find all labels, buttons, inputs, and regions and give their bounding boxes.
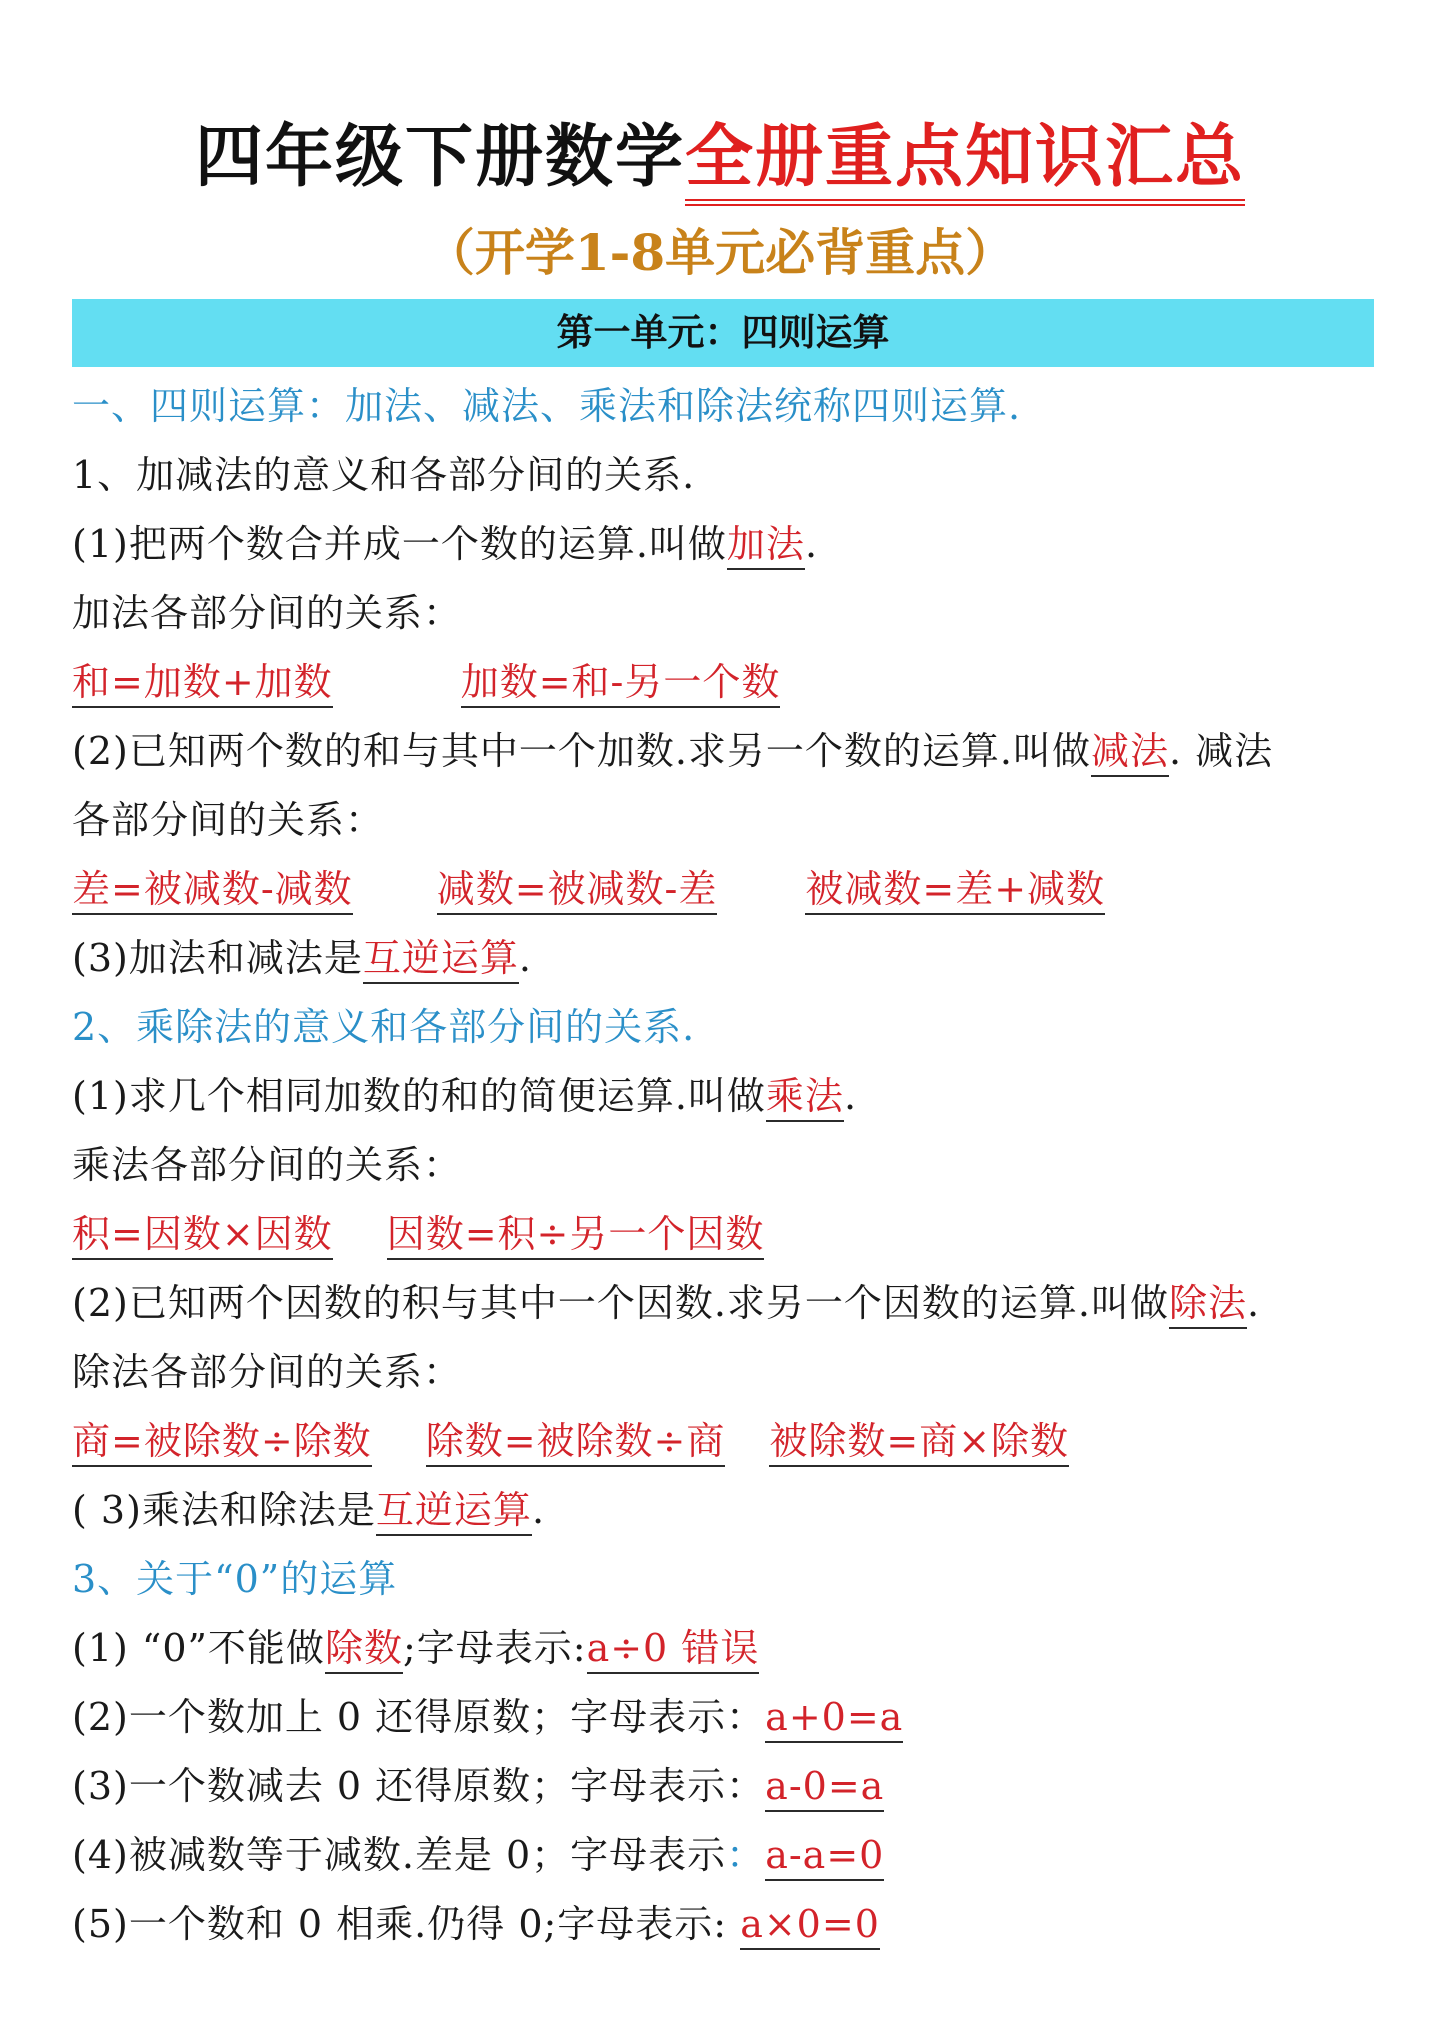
subtraction-definition: (2)已知两个数的和与其中一个加数.求另一个数的运算.叫做减法. 减法 (72, 717, 1392, 786)
addition-relation-label: 加法各部分间的关系： (72, 591, 463, 635)
section-heading-four-operations: 一、四则运算：加法、减法、乘法和除法统称四则运算. (72, 384, 1022, 428)
formula: 因数=积÷另一个因数 (387, 1212, 765, 1260)
multiplication-formulas (72, 1200, 1392, 1269)
multiplication-relation-label: 乘法各部分间的关系： (72, 1143, 463, 1187)
answer-multiplication: 乘法 (766, 1074, 844, 1122)
formula: 差=被减数-减数 (72, 867, 353, 915)
title-main: 四年级下册数学 (194, 118, 685, 197)
answer-division: 除法 (1169, 1281, 1247, 1329)
formula: 积=因数×因数 (72, 1212, 333, 1260)
page-subtitle: （开学1-8单元必背重点） (424, 223, 1016, 282)
answer-inverse: 互逆运算 (376, 1488, 532, 1536)
page-title (0, 108, 1440, 208)
formula: 商=被除数÷除数 (72, 1419, 372, 1467)
zero-rule-4: (4)被减数等于减数.差是 0；字母表示：a-a=0 (72, 1821, 1392, 1890)
subsection-title-add-sub: 1、加减法的意义和各部分间的关系. (72, 453, 696, 497)
subtraction-formulas (72, 855, 1392, 924)
title-highlight: 全册重点知识汇总 (685, 118, 1245, 206)
addition-definition: (1)把两个数合并成一个数的运算.叫做加法. (72, 510, 1392, 579)
multiplication-definition: (1)求几个相同加数的和的简便运算.叫做乘法. (72, 1062, 1392, 1131)
expression: a×0=0 (740, 1902, 880, 1950)
answer-divisor: 除数 (325, 1626, 403, 1674)
mul-div-inverse: ( 3)乘法和除法是互逆运算. (72, 1476, 1392, 1545)
formula: 被除数=商×除数 (769, 1419, 1069, 1467)
add-sub-inverse: (3)加法和减法是互逆运算. (72, 924, 1392, 993)
subtraction-relation-label: 各部分间的关系： (72, 798, 385, 842)
division-definition: (2)已知两个因数的积与其中一个因数.求另一个因数的运算.叫做除法. (72, 1269, 1392, 1338)
formula: 减数=被减数-差 (437, 867, 718, 915)
formula: 和=加数+加数 (72, 660, 333, 708)
expression: a-0=a (765, 1764, 884, 1812)
expression: a+0=a (765, 1695, 903, 1743)
expression: a-a=0 (765, 1833, 884, 1881)
formula: 除数=被除数÷商 (426, 1419, 726, 1467)
zero-rule-3: (3)一个数减去 0 还得原数；字母表示：a-0=a (72, 1752, 1392, 1821)
formula: 加数=和-另一个数 (461, 660, 781, 708)
division-relation-label: 除法各部分间的关系： (72, 1350, 463, 1394)
subsection-title-mul-div: 2、乘除法的意义和各部分间的关系. (72, 1005, 696, 1049)
zero-rule-5: (5)一个数和 0 相乘.仍得 0;字母表示: a×0=0 (72, 1890, 1392, 1959)
answer-inverse: 互逆运算 (363, 936, 519, 984)
division-formulas (72, 1407, 1392, 1476)
unit-banner: 第一单元：四则运算 (72, 299, 1374, 367)
addition-formulas (72, 648, 1392, 717)
formula: 被减数=差+减数 (805, 867, 1105, 915)
zero-rule-1: (1) “0”不能做除数;字母表示:a÷0 错误 (72, 1614, 1392, 1683)
zero-rule-2: (2)一个数加上 0 还得原数；字母表示：a+0=a (72, 1683, 1392, 1752)
answer-addition: 加法 (727, 522, 805, 570)
expression: a÷0 错误 (587, 1626, 760, 1674)
subsection-title-zero: 3、关于“0”的运算 (72, 1557, 398, 1601)
answer-subtraction: 减法 (1091, 729, 1169, 777)
